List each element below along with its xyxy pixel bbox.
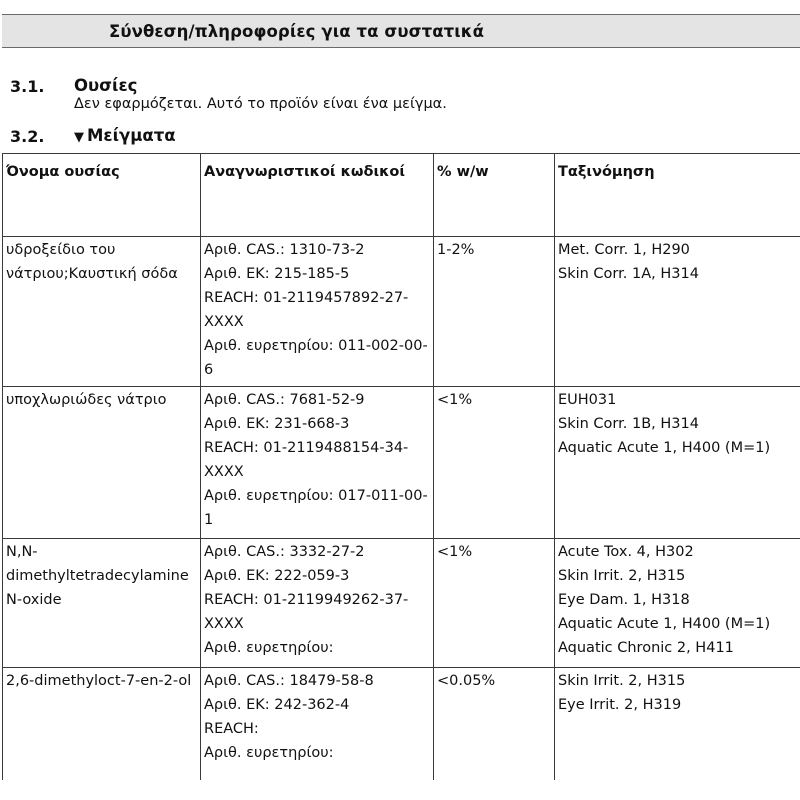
revision-marker-icon: ▼ bbox=[74, 130, 84, 145]
identifiers-cell: Αριθ. CAS.: 3332-27-2 Αριθ. ΕΚ: 222-059-3 REACH: 01-2119949262-37- XXXX Αριθ. ευρετηρίου: bbox=[201, 539, 434, 668]
percent-ww-cell: <0.05% bbox=[434, 668, 555, 780]
section-title: Σύνθεση/πληροφορίες για τα συστατικά bbox=[109, 22, 485, 41]
table-row bbox=[3, 237, 800, 387]
substance-name-cell: 2,6-dimethyloct-7-en-2-ol bbox=[3, 668, 201, 780]
classification-cell: EUH031 Skin Corr. 1B, H314 Aquatic Acute 1, H400 (M=1) bbox=[555, 387, 800, 539]
subsection-number-substances: 3.1. bbox=[10, 77, 45, 96]
percent-ww-cell: <1% bbox=[434, 387, 555, 539]
classification-cell: Skin Irrit. 2, H315 Eye Irrit. 2, H319 bbox=[555, 668, 800, 780]
percent-ww-cell: <1% bbox=[434, 539, 555, 668]
table-row bbox=[3, 387, 800, 539]
subsection-number-mixtures: 3.2. bbox=[10, 127, 45, 146]
classification-cell: Acute Tox. 4, H302 Skin Irrit. 2, H315 Eye Dam. 1, H318 Aquatic Acute 1, H400 (M=1) Aquatic Chronic 2, H411 bbox=[555, 539, 800, 668]
identifiers-cell: Αριθ. CAS.: 1310-73-2 Αριθ. ΕΚ: 215-185-5 REACH: 01-2119457892-27- XXXX Αριθ. ευρετηρίου: 011-002-00- 6 bbox=[201, 237, 434, 387]
substance-name-cell: N,N- dimethyltetradecylamine N-oxide bbox=[3, 539, 201, 668]
header-classification: Ταξινόμηση bbox=[555, 154, 800, 237]
substance-name-cell: υδροξείδιο του νάτριου;Καυστική σόδα bbox=[3, 237, 201, 387]
identifiers-cell: Αριθ. CAS.: 18479-58-8 Αριθ. ΕΚ: 242-362-4 REACH: Αριθ. ευρετηρίου: bbox=[201, 668, 434, 780]
header-identifiers: Αναγνωριστικοί κωδικοί bbox=[201, 154, 434, 237]
mixtures-title-text: Μείγματα bbox=[87, 126, 176, 145]
header-substance-name: Όνομα ουσίας bbox=[3, 154, 201, 237]
classification-cell: Met. Corr. 1, H290 Skin Corr. 1A, H314 bbox=[555, 237, 800, 387]
subsection-title-mixtures bbox=[74, 126, 176, 145]
header-percent-ww: % w/w bbox=[434, 154, 555, 237]
section-header-bar bbox=[2, 14, 800, 48]
identifiers-cell: Αριθ. CAS.: 7681-52-9 Αριθ. ΕΚ: 231-668-3 REACH: 01-2119488154-34- XXXX Αριθ. ευρετηρίου: 017-011-00- 1 bbox=[201, 387, 434, 539]
table-row bbox=[3, 539, 800, 668]
table-header-row bbox=[3, 154, 800, 237]
table-row bbox=[3, 668, 800, 780]
subsection-title-substances: Ουσίες bbox=[74, 76, 138, 95]
percent-ww-cell: 1-2% bbox=[434, 237, 555, 387]
substance-name-cell: υποχλωριώδες νάτριο bbox=[3, 387, 201, 539]
mixtures-table bbox=[2, 153, 800, 780]
substances-note: Δεν εφαρμόζεται. Αυτό το προϊόν είναι ένα μείγμα. bbox=[74, 96, 447, 112]
